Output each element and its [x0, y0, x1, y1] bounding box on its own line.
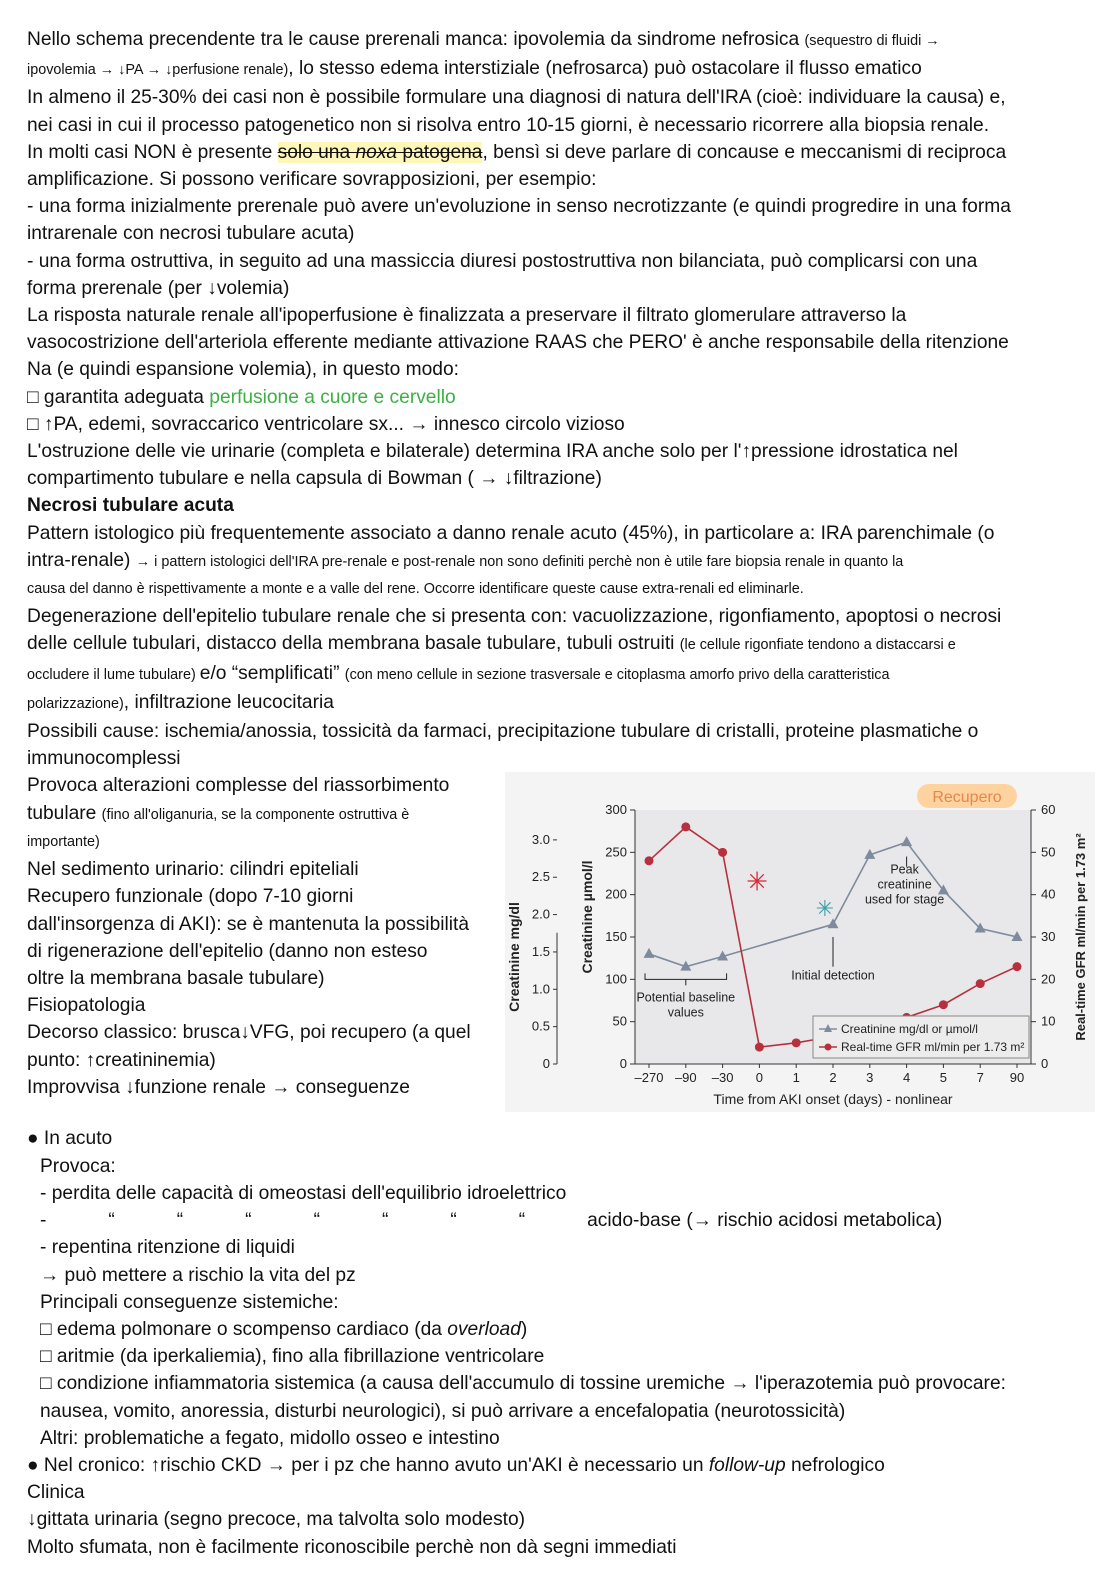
text-line: - perdita delle capacità di omeostasi dell'equilibrio idroelettrico [40, 1182, 567, 1204]
tick-label-umol: 100 [605, 971, 627, 987]
tick-label-gfr: 10 [1041, 1014, 1056, 1030]
tick-label-x: 5 [939, 1070, 948, 1086]
text-line: Fisiopatologia [27, 995, 146, 1017]
text-line: Provoca: [40, 1155, 116, 1177]
text-line: importante) [27, 833, 100, 850]
text-line: - repentina ritenzione di liquidi [40, 1237, 295, 1259]
tick-label-x: –90 [674, 1070, 697, 1086]
tick-label-x: –30 [711, 1070, 734, 1086]
tick-label-umol: 200 [605, 887, 627, 903]
legend-label-gfr: Real-time GFR ml/min per 1.73 m² [841, 1040, 1025, 1055]
tick-label-mg: 0 [542, 1056, 550, 1072]
tick-label-mg: 2.0 [531, 907, 550, 923]
bullet-item: □ aritmie (da iperkaliemia), fino alla fibrillazione ventricolare [40, 1346, 545, 1368]
text-line: causa del danno è rispettivamente a monte e a valle del rene. Occorre identificare queste cause extra-renali ed eliminarle. [27, 581, 804, 598]
teal-asterisk: ✳ [815, 896, 835, 922]
text-line: nei casi in cui il processo patogenetico non si risolva entro 10-15 giorni, è necessario ricorrere alla biopsia renale. [27, 114, 990, 136]
text-line: - una forma inizialmente prerenale può avere un'evoluzione in senso necrotizzante (e quindi progredire in una forma [27, 196, 1011, 218]
initial-detection-label: Initial detection [791, 968, 875, 983]
gfr-point [792, 1039, 801, 1048]
gfr-point [1013, 963, 1022, 972]
text-line: occludere il lume tubulare) e/o “semplificati” (con meno cellule in sezione trasversale e citoplasma amorfo privo della caratteristica [27, 662, 890, 684]
text-line: Pattern istologico più frequentemente associato a danno renale acuto (45%), in particolare a: IRA parenchimale (o [27, 522, 995, 544]
bullet-item: □ garantita adeguata perfusione a cuore e cervello [27, 386, 456, 408]
tick-label-gfr: 40 [1041, 887, 1056, 903]
tick-label-mg: 0.5 [531, 1019, 550, 1035]
text-line: Provoca alterazioni complesse del riassorbimento [27, 775, 450, 797]
bullet-item: ● Nel cronico: ↑rischio CKD → per i pz che hanno avuto un'AKI è necessario un follow-up nefrologico [27, 1454, 885, 1476]
baseline-label: Potential baseline [636, 990, 736, 1005]
text-line: Molto sfumata, non è facilmente riconoscibile perchè non dà segni immediati [27, 1536, 677, 1558]
left-column [27, 772, 502, 1100]
text-line: tubulare (fino all'oliganuria, se la componente ostruttiva è [27, 802, 410, 824]
bullet-item: □ condizione infiammatoria sistemica (a causa dell'accumulo di tossine uremiche → l'iperazotemia può provocare: [40, 1373, 1006, 1395]
text-line: Degenerazione dell'epitelio tubulare renale che si presenta con: vacuolizzazione, rigonfiamento, apoptosi o necrosi [27, 606, 1002, 628]
baseline-label: values [667, 1005, 704, 1020]
red-asterisk: ✳ [746, 866, 768, 897]
gfr-point [681, 823, 690, 832]
tick-label-mg: 2.5 [531, 869, 550, 885]
text-line: nausea, vomito, anoressia, disturbi neurologici), si può arrivare a encefalopatia (neurotossicità) [40, 1400, 846, 1422]
text-line: polarizzazione), infiltrazione leucocitaria [27, 691, 334, 713]
bullet-item: □ edema polmonare o scompenso cardiaco (da overload) [40, 1318, 528, 1340]
tick-label-x: 4 [902, 1070, 911, 1086]
text-line: compartimento tubulare e nella capsula di Bowman ( → ↓filtrazione) [27, 468, 602, 490]
legend-marker-gfr [825, 1044, 832, 1051]
gfr-point [718, 848, 727, 857]
text-line: oltre la membrana basale tubulare) [27, 967, 325, 989]
text-line: In almeno il 25-30% dei casi non è possibile formulare una diagnosi di natura dell'IRA (cioè: individuare la causa) e, [27, 87, 1006, 109]
text-line: Decorso classico: brusca↓VFG, poi recupero (a quel [27, 1022, 471, 1044]
tick-label-gfr: 50 [1041, 844, 1056, 860]
tick-label-umol: 50 [612, 1014, 627, 1030]
text-line: Na (e quindi espansione volemia), in questo modo: [27, 359, 459, 381]
text-line: Possibili cause: ischemia/anossia, tossicità da farmaci, precipitazione tubulare di cristalli, proteine plasmatiche o [27, 721, 979, 743]
tick-label-x: –270 [634, 1070, 664, 1086]
tick-label-gfr: 0 [1041, 1056, 1049, 1072]
text-line: La risposta naturale renale all'ipoperfusione è finalizzata a preservare il filtrato glomerulare attraverso la [27, 305, 907, 327]
y-axis-title-gfr: Real-time GFR ml/min per 1.73 m² [1073, 833, 1088, 1042]
tick-label-gfr: 60 [1041, 802, 1056, 818]
recupero-label: Recupero [932, 789, 1002, 807]
section-heading: Necrosi tubulare acuta [27, 495, 234, 517]
aki-chart-figure [505, 772, 1095, 1112]
bullet-item: □ ↑PA, edemi, sovraccarico ventricolare sx... → innesco circolo vizioso [27, 413, 625, 435]
legend-label-creatinine: Creatinine mg/dl or µmol/l [841, 1022, 978, 1037]
x-axis-title: Time from AKI onset (days) - nonlinear [713, 1091, 953, 1108]
text-line: Nel sedimento urinario: cilindri epiteliali [27, 859, 359, 881]
text-line: vasocostrizione dell'arteriola efferente mediante attivazione RAAS che PERO' è anche responsabile della ritenzione [27, 332, 1009, 354]
aki-chart [505, 772, 1095, 1112]
peak-label: used for stage [864, 892, 945, 907]
text-line: punto: ↑creatininemia) [27, 1049, 216, 1071]
gfr-point [645, 857, 654, 866]
text-line: dall'insorgenza di AKI): se è mantenuta la possibilità [27, 913, 470, 935]
text-line: ↓gittata urinaria (segno precoce, ma talvolta solo modesto) [27, 1509, 526, 1531]
text-line: Altri: problematiche a fegato, midollo osseo e intestino [40, 1427, 500, 1449]
tick-label-x: 90 [1009, 1070, 1025, 1086]
text-line: → può mettere a rischio la vita del pz [40, 1264, 356, 1286]
subheading: Clinica [27, 1482, 85, 1504]
bullet-item: ● In acuto [27, 1128, 113, 1150]
text-line: intrarenale con necrosi tubulare acuta) [27, 223, 355, 245]
tick-label-x: 7 [976, 1070, 984, 1086]
peak-label: creatinine [877, 877, 932, 892]
gfr-point [755, 1043, 764, 1052]
text-line: forma prerenale (per ↓volemia) [27, 277, 290, 299]
tick-label-umol: 300 [605, 802, 627, 818]
text-line: - “ “ “ “ “ “ “ acido-base (→ rischio acidosi metabolica) [40, 1210, 943, 1232]
tick-label-x: 1 [792, 1070, 800, 1086]
tick-label-umol: 0 [619, 1056, 627, 1072]
y-axis-title-mg: Creatinine mg/dl [506, 902, 522, 1013]
text-line: L'ostruzione delle vie urinarie (completa e bilaterale) determina IRA anche solo per l'↑pressione idrostatica nel [27, 441, 958, 463]
peak-label: Peak [890, 862, 919, 877]
text-line: immunocomplessi [27, 748, 181, 770]
text-line: - una forma ostruttiva, in seguito ad una massiccia diuresi postostruttiva non bilanciata, può complicarsi con una [27, 250, 978, 272]
tick-label-umol: 250 [605, 844, 627, 860]
tick-label-umol: 150 [605, 929, 627, 945]
tick-label-x: 2 [829, 1070, 837, 1086]
document-page [27, 26, 1097, 1561]
text-line: Nello schema precendente tra le cause prerenali manca: ipovolemia da sindrome nefrosica (sequestro di fluidi → [27, 29, 940, 50]
tick-label-gfr: 30 [1041, 929, 1056, 945]
text-line: Improvvisa ↓funzione renale → conseguenze [27, 1076, 410, 1098]
text-line: ipovolemia → ↓PA → ↓perfusione renale), lo stesso edema interstiziale (nefrosarca) può ostacolare il flusso ematico [27, 58, 922, 80]
text-line: amplificazione. Si possono verificare sovrapposizioni, per esempio: [27, 169, 597, 191]
text-line: In molti casi NON è presente solo una noxa patogena, bensì si deve parlare di concause e meccanismi di reciproca [27, 141, 1007, 163]
tick-label-gfr: 20 [1041, 971, 1056, 987]
tick-label-mg: 1.0 [531, 981, 550, 997]
gfr-point [976, 980, 985, 989]
gfr-point [939, 1001, 948, 1010]
text-line: Recupero funzionale (dopo 7-10 giorni [27, 886, 354, 908]
text-figure-block [27, 772, 1097, 1125]
y-axis-title-umol: Creatinine µmol/l [579, 860, 595, 975]
text-line: intra-renale) → i pattern istologici dell'IRA pre-renale e post-renale non sono definiti perchè non è utile fare biopsia renale in quanto la [27, 549, 904, 571]
text-line: di rigenerazione dell'epitelio (danno non esteso [27, 940, 428, 962]
tick-label-x: 0 [755, 1070, 764, 1086]
text-line: Principali conseguenze sistemiche: [40, 1291, 339, 1313]
text-line: delle cellule tubulari, distacco della membrana basale tubulare, tubuli ostruiti (le cellule rigonfiate tendono a distaccarsi e [27, 633, 956, 655]
tick-label-x: 3 [866, 1070, 874, 1086]
tick-label-mg: 1.5 [531, 944, 550, 960]
tick-label-mg: 3.0 [531, 832, 550, 848]
